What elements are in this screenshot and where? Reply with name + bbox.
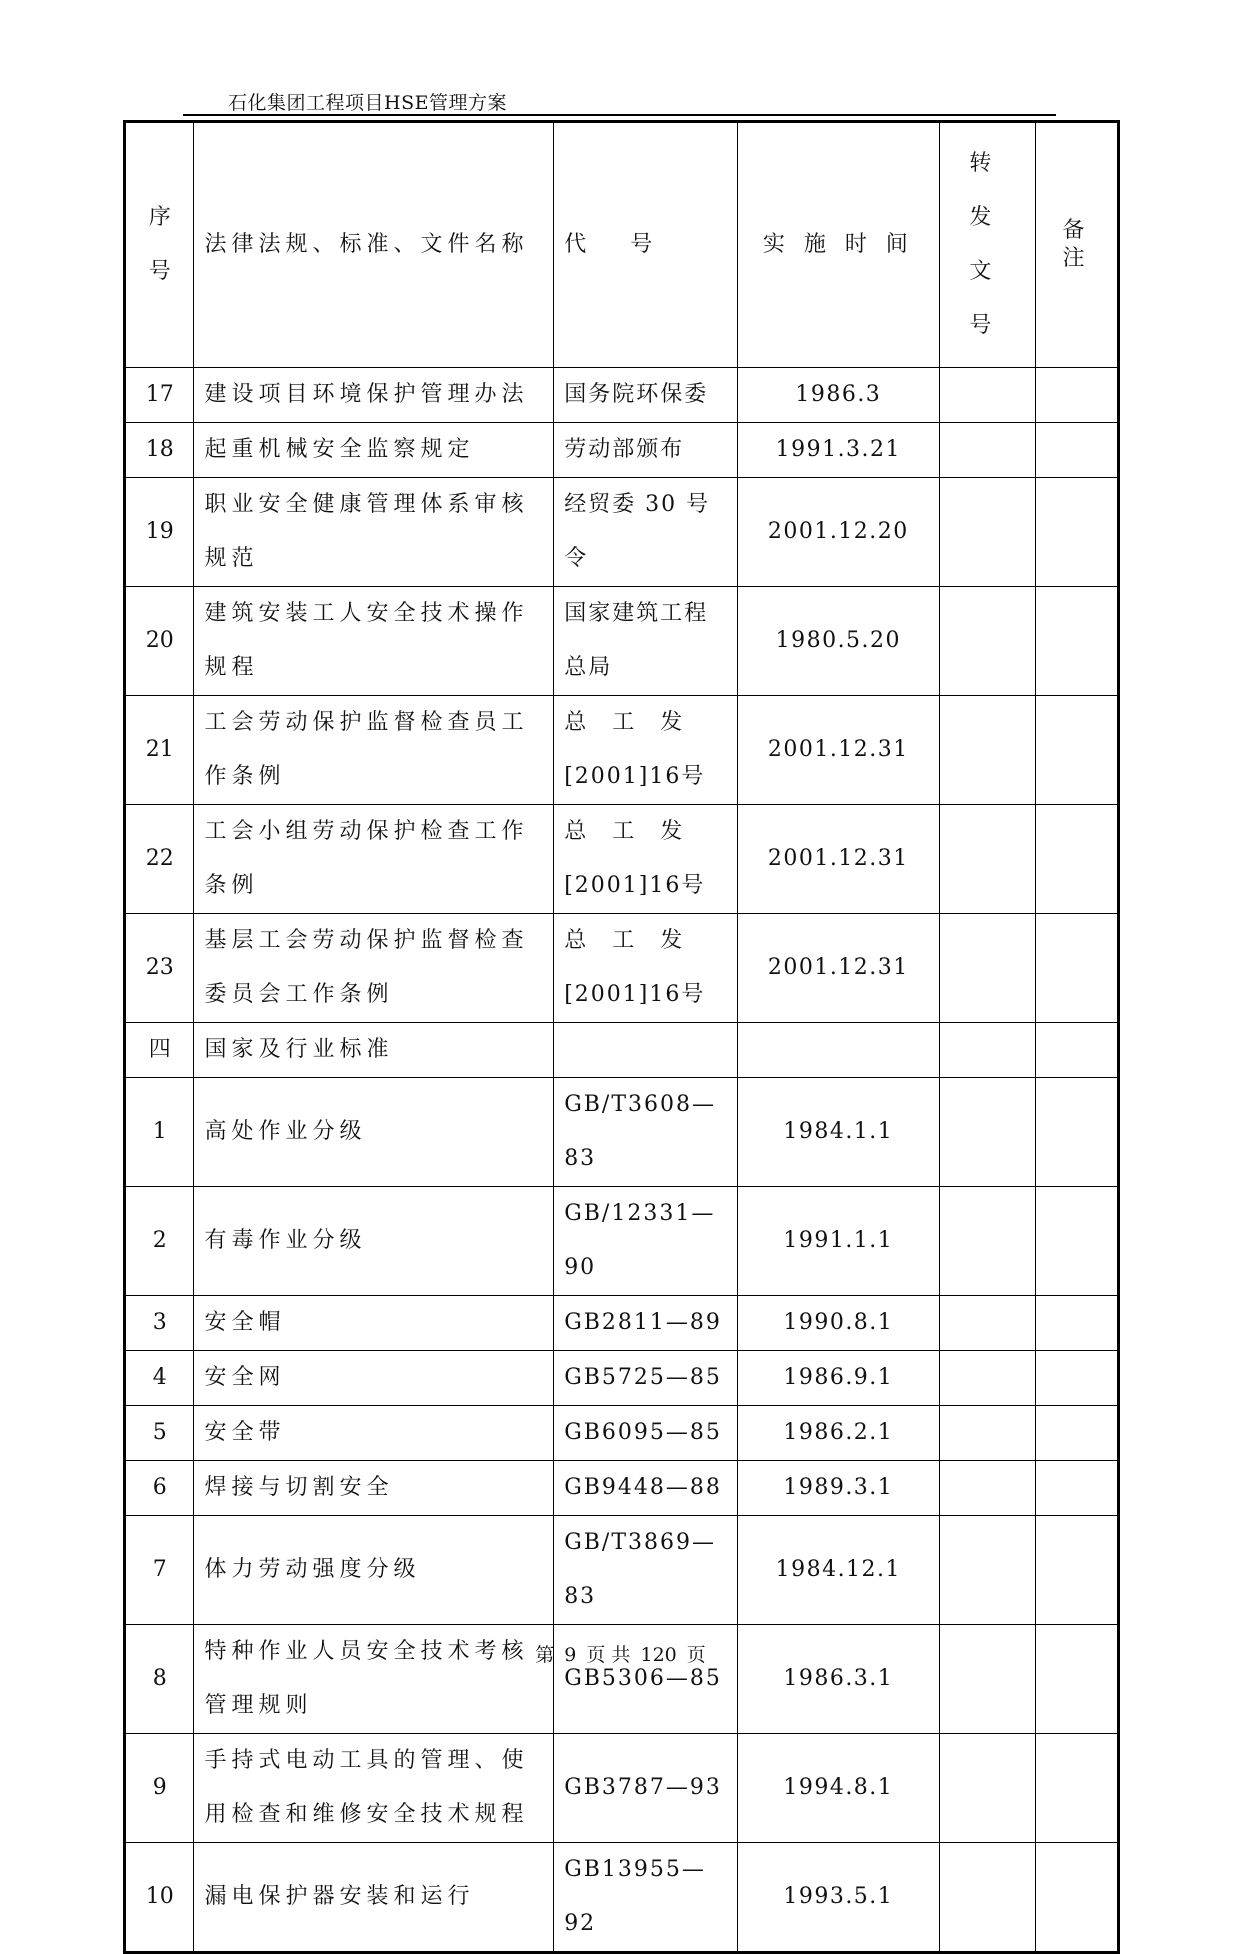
cell-name: 起重机械安全监察规定: [194, 423, 554, 478]
cell-remark: [1036, 914, 1119, 1023]
cell-code: 总 工 发[2001]16号: [554, 914, 738, 1023]
cell-code: GB9448—88: [554, 1461, 738, 1516]
cell-code: 经贸委 30 号令: [554, 478, 738, 587]
cell-forward-number: [939, 423, 1035, 478]
cell-date: 1986.3: [737, 368, 939, 423]
header-rule: [183, 114, 1056, 116]
cell-forward-number: [939, 587, 1035, 696]
page-footer: [0, 1640, 1241, 1667]
cell-serial-number: 17: [125, 368, 194, 423]
table-row: [125, 478, 1119, 587]
footer-suffix: 页: [686, 1644, 706, 1666]
table-header-row: [125, 122, 1119, 368]
cell-remark: [1036, 1023, 1119, 1078]
cell-serial-number: 6: [125, 1461, 194, 1516]
header-forward-top: 转 发: [969, 151, 1006, 230]
table-row: [125, 1296, 1119, 1351]
cell-code: GB3787—93: [554, 1734, 738, 1843]
cell-serial-number: 8: [125, 1625, 194, 1734]
cell-serial-number: 1: [125, 1078, 194, 1187]
cell-forward-number: [939, 368, 1035, 423]
cell-forward-number: [939, 1516, 1035, 1625]
cell-date: 1986.2.1: [737, 1406, 939, 1461]
cell-remark: [1036, 1734, 1119, 1843]
cell-remark: [1036, 1843, 1119, 1953]
cell-date: 2001.12.31: [737, 805, 939, 914]
cell-code: 总 工 发[2001]16号: [554, 805, 738, 914]
cell-date: 1980.5.20: [737, 587, 939, 696]
cell-code: 国家建筑工程总局: [554, 587, 738, 696]
cell-forward-number: [939, 1078, 1035, 1187]
cell-date: 2001.12.31: [737, 914, 939, 1023]
table-row: [125, 696, 1119, 805]
cell-serial-number: 22: [125, 805, 194, 914]
cell-forward-number: [939, 1843, 1035, 1953]
cell-name: 职业安全健康管理体系审核规范: [194, 478, 554, 587]
cell-forward-number: [939, 1351, 1035, 1406]
cell-serial-number: 20: [125, 587, 194, 696]
cell-remark: [1036, 1516, 1119, 1625]
document-header-title: 石化集团工程项目HSE管理方案: [228, 92, 507, 114]
cell-forward-number: [939, 1023, 1035, 1078]
cell-date: 1994.8.1: [737, 1734, 939, 1843]
cell-code: GB/12331—90: [554, 1187, 738, 1296]
table-row: [125, 1023, 1119, 1078]
cell-name: 安全带: [194, 1406, 554, 1461]
cell-remark: [1036, 368, 1119, 423]
cell-date: 1993.5.1: [737, 1843, 939, 1953]
footer-page-number: 9: [564, 1644, 577, 1666]
cell-remark: [1036, 423, 1119, 478]
cell-name: 国家及行业标准: [194, 1023, 554, 1078]
cell-name: 特种作业人员安全技术考核管理规则: [194, 1625, 554, 1734]
cell-remark: [1036, 696, 1119, 805]
header-remark: 备 注: [1036, 122, 1119, 368]
cell-serial-number: 4: [125, 1351, 194, 1406]
cell-forward-number: [939, 1734, 1035, 1843]
cell-code: GB5306—85: [554, 1625, 738, 1734]
cell-date: 1989.3.1: [737, 1461, 939, 1516]
cell-remark: [1036, 1078, 1119, 1187]
cell-date: 1991.1.1: [737, 1187, 939, 1296]
header-forward-bottom: 文 号: [969, 259, 1006, 338]
cell-serial-number: 四: [125, 1023, 194, 1078]
cell-code: 国务院环保委: [554, 368, 738, 423]
table-row: [125, 1734, 1119, 1843]
cell-name: 手持式电动工具的管理、使用检查和维修安全技术规程: [194, 1734, 554, 1843]
cell-serial-number: 23: [125, 914, 194, 1023]
header-serial-number: [125, 122, 194, 368]
table-row: [125, 1843, 1119, 1953]
cell-code: 劳动部颁布: [554, 423, 738, 478]
header-serial-bottom: 号: [148, 259, 171, 284]
cell-date: 2001.12.31: [737, 696, 939, 805]
table-body: [125, 368, 1119, 1953]
cell-name: 有毒作业分级: [194, 1187, 554, 1296]
table-row: [125, 1461, 1119, 1516]
table-row: [125, 423, 1119, 478]
cell-name: 建设项目环境保护管理办法: [194, 368, 554, 423]
cell-serial-number: 3: [125, 1296, 194, 1351]
table-row: [125, 368, 1119, 423]
cell-serial-number: 9: [125, 1734, 194, 1843]
header-forward-number: [939, 122, 1035, 368]
cell-date: 1990.8.1: [737, 1296, 939, 1351]
footer-middle: 页 共: [586, 1644, 631, 1666]
cell-remark: [1036, 1461, 1119, 1516]
cell-remark: [1036, 478, 1119, 587]
table-row: [125, 805, 1119, 914]
cell-date: 1984.12.1: [737, 1516, 939, 1625]
cell-code: GB13955—92: [554, 1843, 738, 1953]
cell-forward-number: [939, 1296, 1035, 1351]
table-row: [125, 914, 1119, 1023]
cell-forward-number: [939, 914, 1035, 1023]
table-row: [125, 1351, 1119, 1406]
cell-remark: [1036, 1406, 1119, 1461]
cell-serial-number: 19: [125, 478, 194, 587]
cell-code: 总 工 发[2001]16号: [554, 696, 738, 805]
cell-forward-number: [939, 1187, 1035, 1296]
cell-serial-number: 7: [125, 1516, 194, 1625]
cell-serial-number: 5: [125, 1406, 194, 1461]
cell-name: 基层工会劳动保护监督检查委员会工作条例: [194, 914, 554, 1023]
table-row: [125, 1187, 1119, 1296]
regulations-table: [123, 120, 1120, 1954]
cell-remark: [1036, 1187, 1119, 1296]
cell-remark: [1036, 1296, 1119, 1351]
cell-name: 高处作业分级: [194, 1078, 554, 1187]
cell-name: 漏电保护器安装和运行: [194, 1843, 554, 1953]
header-date: 实 施 时 间: [737, 122, 939, 368]
cell-forward-number: [939, 805, 1035, 914]
header-code: 代 号: [554, 122, 738, 368]
footer-prefix: 第: [535, 1644, 555, 1666]
table-row: [125, 587, 1119, 696]
cell-name: 工会小组劳动保护检查工作条例: [194, 805, 554, 914]
cell-code: GB/T3869—83: [554, 1516, 738, 1625]
cell-forward-number: [939, 478, 1035, 587]
cell-serial-number: 21: [125, 696, 194, 805]
table-row: [125, 1406, 1119, 1461]
cell-code: GB6095—85: [554, 1406, 738, 1461]
cell-code: GB2811—89: [554, 1296, 738, 1351]
header-serial-top: 序: [148, 205, 171, 230]
cell-name: 建筑安装工人安全技术操作规程: [194, 587, 554, 696]
table-row: [125, 1078, 1119, 1187]
cell-date: 1991.3.21: [737, 423, 939, 478]
cell-date: 1984.1.1: [737, 1078, 939, 1187]
table-row: [125, 1516, 1119, 1625]
cell-serial-number: 18: [125, 423, 194, 478]
cell-code: [554, 1023, 738, 1078]
cell-name: 体力劳动强度分级: [194, 1516, 554, 1625]
cell-name: 安全帽: [194, 1296, 554, 1351]
cell-date: 1986.3.1: [737, 1625, 939, 1734]
cell-date: 2001.12.20: [737, 478, 939, 587]
cell-forward-number: [939, 1461, 1035, 1516]
footer-total-pages: 120: [640, 1644, 677, 1666]
cell-forward-number: [939, 1406, 1035, 1461]
cell-serial-number: 10: [125, 1843, 194, 1953]
cell-remark: [1036, 587, 1119, 696]
cell-remark: [1036, 1351, 1119, 1406]
cell-code: GB/T3608—83: [554, 1078, 738, 1187]
cell-name: 安全网: [194, 1351, 554, 1406]
cell-date: [737, 1023, 939, 1078]
cell-forward-number: [939, 696, 1035, 805]
cell-code: GB5725—85: [554, 1351, 738, 1406]
cell-date: 1986.9.1: [737, 1351, 939, 1406]
cell-remark: [1036, 805, 1119, 914]
cell-name: 工会劳动保护监督检查员工作条例: [194, 696, 554, 805]
header-name: 法律法规、标准、文件名称: [194, 122, 554, 368]
cell-serial-number: 2: [125, 1187, 194, 1296]
cell-name: 焊接与切割安全: [194, 1461, 554, 1516]
